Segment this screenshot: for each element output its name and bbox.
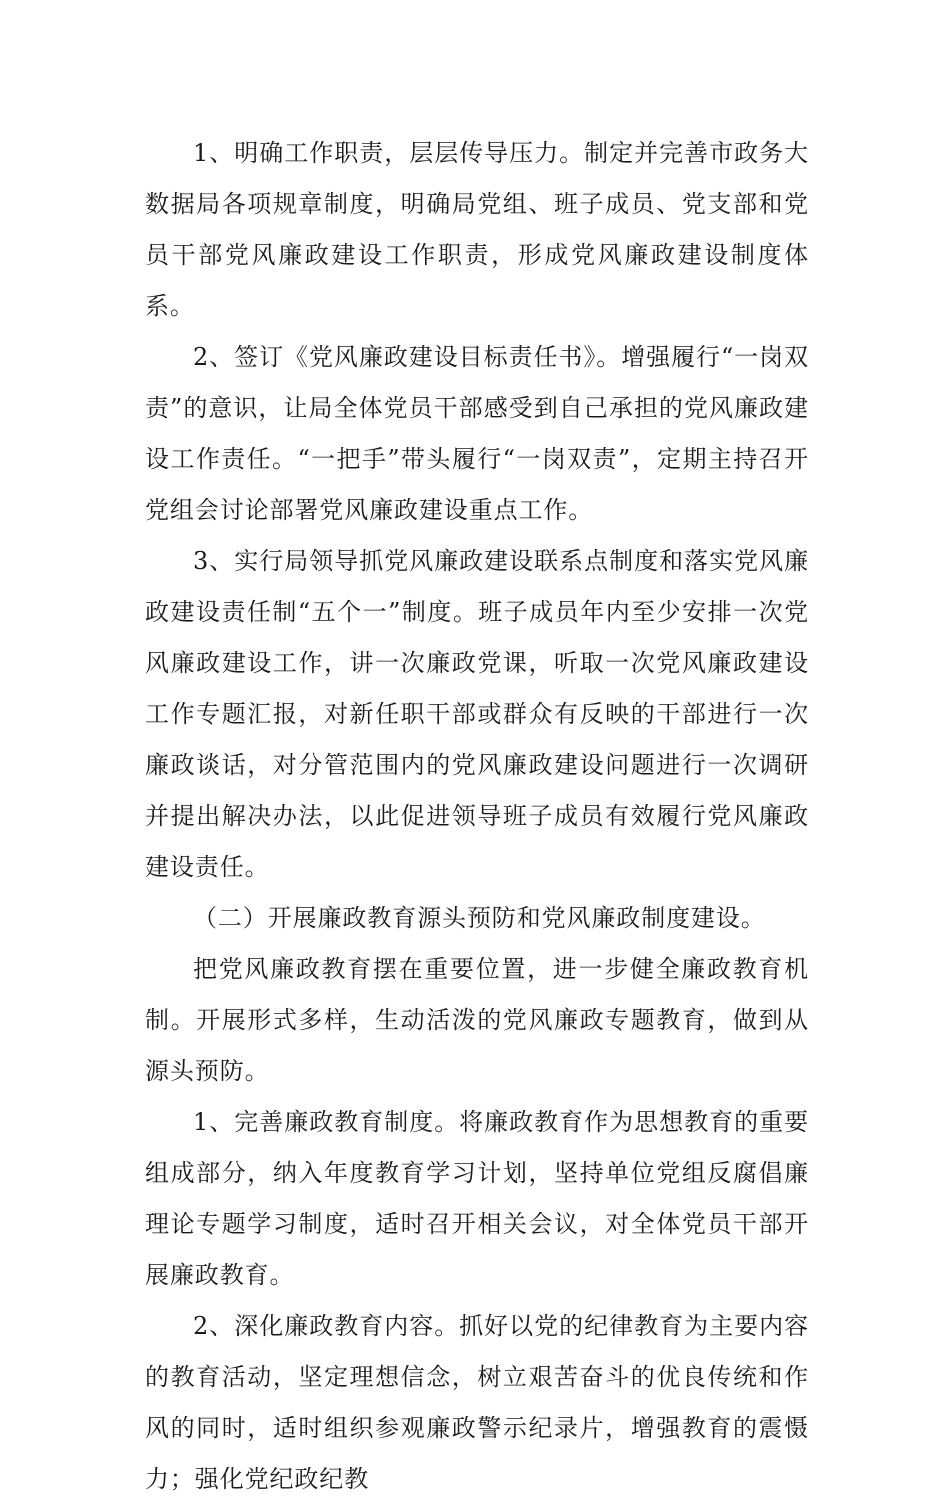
paragraph-3: 3、实行局领导抓党风廉政建设联系点制度和落实党风廉政建设责任制“五个一”制度。班子成员年内至少安排一次党风廉政建设工作，讲一次廉政党课，听取一次党风廉政建设工作专题汇报，对新任职干部或群众有反映的干部进行一次廉政谈话，对分管范围内的党风廉政建设问题进行一次调研并提出解决办法，以此促进领导班子成员有效履行党风廉政建设责任。 <box>145 547 809 881</box>
paragraph-5: 1、完善廉政教育制度。将廉政教育作为思想教育的重要组成部分，纳入年度教育学习计划，坚持单位党组反腐倡廉理论专题学习制度，适时召开相关会议，对全体党员干部开展廉政教育。 <box>145 1108 809 1289</box>
paragraph-1: 1、明确工作职责，层层传导压力。制定并完善市政务大数据局各项规章制度，明确局党组、班子成员、党支部和党员干部党风廉政建设工作职责，形成党风廉政建设制度体系。 <box>145 139 809 320</box>
document-body <box>145 128 809 1505</box>
paragraph-2: 2、签订《党风廉政建设目标责任书》。增强履行“一岗双责”的意识，让局全体党员干部感受到自己承担的党风廉政建设工作责任。“一把手”带头履行“一岗双责”，定期主持召开党组会讨论部署党风廉政建设重点工作。 <box>145 343 809 524</box>
paragraph-4: 把党风廉政教育摆在重要位置，进一步健全廉政教育机制。开展形式多样，生动活泼的党风廉政专题教育，做到从源头预防。 <box>145 955 809 1085</box>
paragraph-6: 2、深化廉政教育内容。抓好以党的纪律教育为主要内容的教育活动，坚定理想信念，树立艰苦奋斗的优良传统和作风的同时，适时组织参观廉政警示纪录片，增强教育的震慑力；强化党纪政纪教 <box>145 1312 809 1493</box>
section-heading-2: （二）开展廉政教育源头预防和党风廉政制度建设。 <box>193 904 766 932</box>
